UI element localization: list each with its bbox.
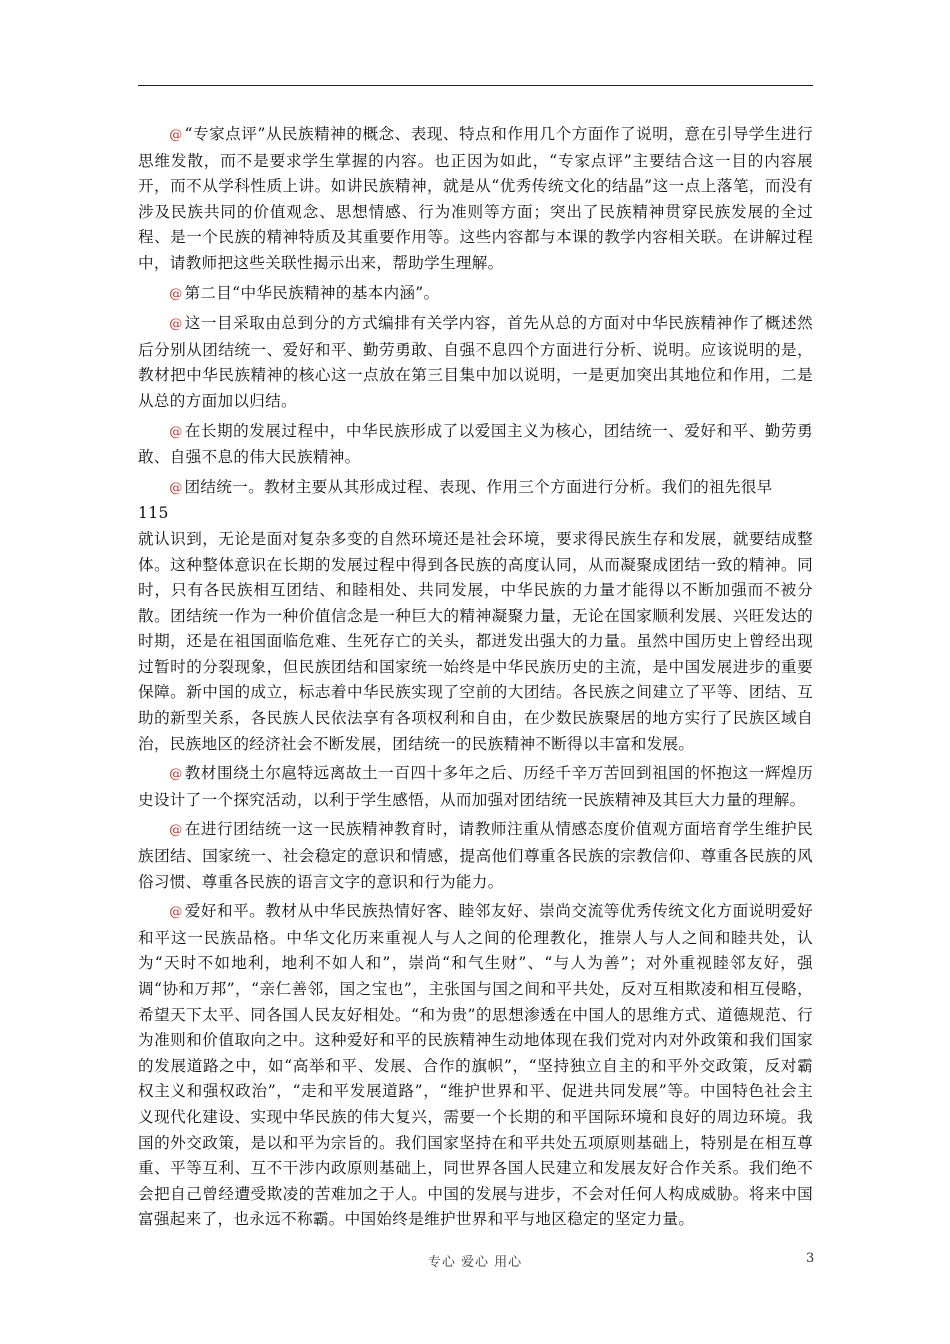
footer-motto: 专心 爱心 用心 [427, 1255, 523, 1270]
paragraph-text: 就认识到，无论是面对复杂多变的自然环境还是社会环境，要求得民族生存和发展，就要结成整体。这种整体意识在长期的发展过程中得到各民族的高度认同，从而凝聚成团结一致的精神。同时，只有各民族相互团结、和睦相处、共同发展，中华民族的力量才能得以不断加强而不被分散。团结统一作为一种价值信念是一种巨大的精神凝聚力量，无论在国家顺利发展、兴旺发达的时期，还是在祖国面临危难、生死存亡的关头，都迸发出强大的力量。虽然中国历史上曾经出现过暂时的分裂现象，但民族团结和国家统一始终是中华民族历史的主流，是中国发展进步的重要保障。新中国的成立，标志着中华民族实现了空前的大团结。各民族之间建立了平等、团结、互助的新型关系，各民族人民依法享有各项权利和自由，在少数民族聚居的地方实行了民族区域自治，民族地区的经济社会不断发展，团结统一的民族精神不断得以丰富和发展。 [138, 529, 813, 753]
paragraph-text: 团结统一。教材主要从其形成过程、表现、作用三个方面进行分析。我们的祖先很早 [184, 477, 773, 496]
paragraph-unity-intro [138, 475, 813, 502]
paragraph-marker-icon: @ [169, 905, 183, 921]
paragraph-text: 教材围绕土尔扈特远离故土一百四十多年之后、历经千辛万苦回到祖国的怀抱这一辉煌历史设计了一个探究活动，以利于学生感悟，从而加强对团结统一民族精神及其巨大力量的理解。 [138, 764, 813, 809]
paragraph-marker-icon: @ [169, 767, 183, 783]
paragraph-peace [138, 899, 813, 1233]
paragraph-marker-icon: @ [169, 480, 183, 496]
paragraph-text: 在进行团结统一这一民族精神教育时，请教师注重从情感态度价值观方面培育学生维护民族团结、国家统一、社会稳定的意识和情感，提高他们尊重各民族的宗教信仰、尊重各民族的风俗习惯、尊重各民族的语言文字的意识和行为能力。 [138, 820, 813, 891]
paragraph-unity-body [138, 527, 813, 757]
paragraph-marker-icon: @ [169, 823, 183, 839]
header-rule [138, 85, 813, 86]
paragraph-marker-icon: @ [169, 286, 183, 302]
paragraph-text: 爱好和平。教材从中华民族热情好客、睦邻友好、崇尚交流等优秀传统文化方面说明爱好和平这一民族品格。中华文化历来重视人与人之间的伦理教化，推崇人与人之间和睦共处，认为“天时不如地利，地利不如人和”，崇尚“和气生财”、“与人为善”；对外重视睦邻友好，强调“协和万邦”，“亲仁善邻，国之宝也”，主张国与国之间和平共处，反对互相欺凌和相互侵略，希望天下太平、同各国人民友好相处。“和为贵”的思想渗透在中国人的思维方式、道德规范、行为准则和价值取向之中。这种爱好和平的民族精神生动地体现在我们党对内对外政策和我们国家的发展道路之中，如“高举和平、发展、合作的旗帜”，“坚持独立自主的和平外交政策，反对霸权主义和强权政治”，“走和平发展道路”，“维护世界和平、促进共同发展”等。中国特色社会主义现代化建设、实现中华民族的伟大复兴，需要一个长期的和平国际环境和良好的周边环境。我国的外交政策，是以和平为宗旨的。我们国家坚持在和平共处五项原则基础上，特别是在相互尊重、平等互利、互不干涉内政原则基础上，同世界各国人民建立和发展友好合作关系。我们绝不会把自己曾经遭受欺凌的苦难加之于人。中国的发展与进步，不会对任何人构成威胁。将来中国富强起来了，也永远不称霸。中国始终是维护世界和平与地区稳定的坚定力量。 [138, 902, 813, 1229]
paragraph-marker-icon: @ [169, 128, 183, 143]
paragraph-marker-icon: @ [169, 317, 183, 333]
paragraph-text: 115 [138, 504, 169, 523]
paragraph-expert-comment [138, 122, 813, 277]
paragraph-text: 第二目“中华民族精神的基本内涵”。 [184, 283, 440, 302]
paragraph-text: 这一目采取由总到分的方式编排有关学内容，首先从总的方面对中华民族精神作了概述然后分别从团结统一、爱好和平、勤劳勇敢、自强不息四个方面进行分析、说明。应该说明的是，教材把中华民族精神的核心这一点放在第三目集中加以说明，一是更加突出其地位和作用，二是从总的方面加以归结。 [138, 314, 813, 410]
footer-page-number: 3 [806, 1251, 815, 1266]
inline-page-number [138, 501, 813, 527]
paragraph-section-overview [138, 311, 813, 414]
paragraph-marker-icon: @ [169, 424, 183, 440]
paragraph-torghut-activity [138, 761, 813, 813]
paragraph-text: “专家点评”从民族精神的概念、表现、特点和作用几个方面作了说明，意在引导学生进行思维发散，而不是要求学生掌握的内容。也正因为如此，“专家点评”主要结合这一目的内容展开，而不从学科性质上讲。如讲民族精神，就是从“优秀传统文化的结晶”这一点上落笔，而没有涉及民族共同的价值观念、思想情感、行为准则等方面；突出了民族精神贯穿民族发展的全过程、是一个民族的精神特质及其重要作用等。这些内容都与本课的教学内容相关联。在讲解过程中，请教师把这些关联性揭示出来，帮助学生理解。 [138, 125, 813, 272]
paragraph-national-spirit [138, 419, 813, 471]
paragraph-text: 在长期的发展过程中，中华民族形成了以爱国主义为核心，团结统一、爱好和平、勤劳勇敢、自强不息的伟大民族精神。 [138, 421, 813, 467]
paragraph-unity-teaching [138, 817, 813, 895]
document-body [138, 122, 813, 1237]
paragraph-section-heading [138, 281, 813, 308]
